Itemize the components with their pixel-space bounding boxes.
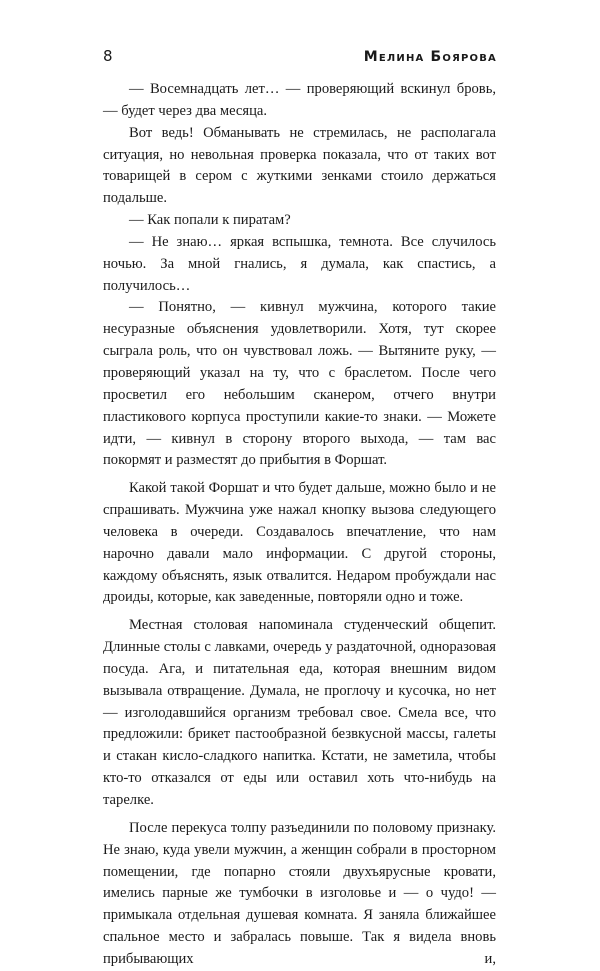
paragraph: — Не знаю… яркая вспышка, темнота. Все случилось ночью. За мной гнались, я думала, как спастись, а получилось… — [103, 233, 496, 294]
author-name: Мелина Боярова — [363, 49, 497, 65]
running-header — [103, 47, 497, 69]
paragraph: Вот ведь! Обманывать не стремилась, не располагала ситуация, но невольная проверка показала, что от таких вот товарищей в сером с жуткими зенками стоило держаться подальше. — [103, 124, 496, 207]
paragraph: Какой такой Форшат и что будет дальше, можно было и не спрашивать. Мужчина уже нажал кнопку вызова следующего человека в очереди. Создавалось впечатление, что нам нарочно давали мало информации. С другой стороны, каждому объяснять, язык отвалится. Недаром пробуждали нас дроиды, которые, как заведенные, повторяли одно и тоже. — [103, 480, 496, 606]
paragraph: — Понятно, — кивнул мужчина, которого такие несуразные объяснения удовлетворили. Хотя, тут скорее сыграла роль, что он чувствовал ложь. — Вытяните руку, — проверяющий указал на ту, что с браслетом. После чего просветил его небольшим сканером, отчего внутри пластикового корпуса проступили какие-то знаки. — Можете идти, — кивнул в сторону второго выхода, — там вас покормят и разместят до прибытия в Форшат. — [103, 299, 496, 469]
paragraph: — Как попали к пиратам? — [129, 212, 291, 229]
body-text — [103, 79, 496, 971]
paragraph: Местная столовая напоминала студенческий общепит. Длинные столы с лавками, очередь у раздаточной, одноразовая посуда. Ага, и питательная еда, которая внешним видом вызывала отвращение. Думала, не проглочу и кусочка, но нет — изголодавшийся организм требовал свое. Смела все, что предложили: брикет пастообразной безвкусной массы, галеты и стакан кисло-сладкого напитка. Кстати, не заметила, чтобы кто-то отказался от еды или оставил хоть что-нибудь на тарелке. — [103, 617, 496, 808]
paragraph: После перекуса толпу разъединили по половому признаку. Не знаю, куда увели мужчин, а женщин собрали в просторном помещении, где попарно стояли двухъярусные кровати, имелись парные же тумбочки в изголовье и — о чудо! — примыкала отдельная душевая комната. Я заняла ближайшее спальное место и забралась повыше. Так я видела вновь прибывающих и, — [103, 819, 496, 967]
paragraph: — Восемнадцать лет… — проверяющий вскинул бровь, — будет через два месяца. — [103, 81, 496, 119]
page-number: 8 — [103, 47, 114, 65]
